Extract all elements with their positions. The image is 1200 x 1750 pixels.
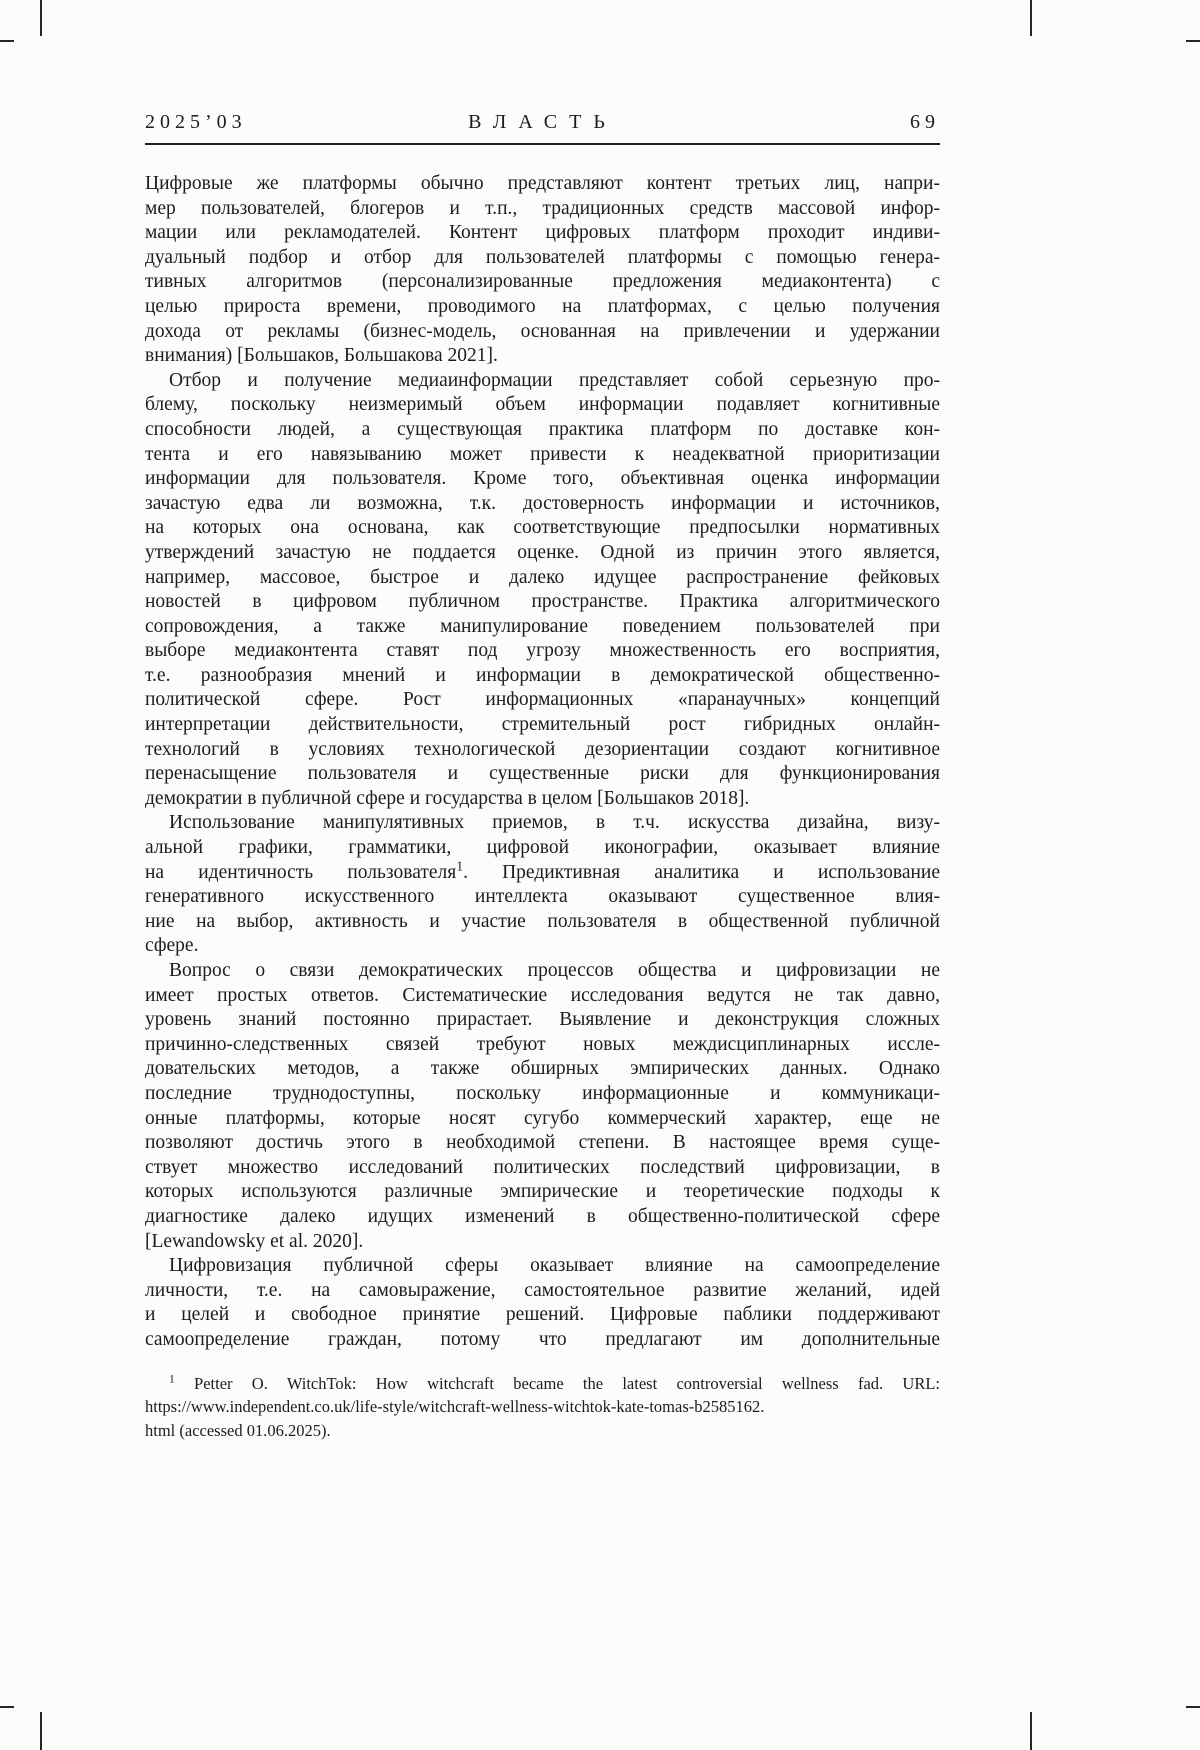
paragraph xyxy=(145,172,940,369)
text-line: политической сфере. Рост информационных «паранаучных» концепций xyxy=(145,689,940,711)
paragraph xyxy=(145,811,940,959)
text-line: которых используются различные эмпирические и теоретические подходы к xyxy=(145,1181,940,1203)
text-line: интерпретации действительности, стремительный рост гибридных онлайн- xyxy=(145,714,940,736)
journal-title: ВЛАСТЬ xyxy=(468,111,617,133)
footnote-line: $^1$ Petter O. WitchTok: How witchcraft became the latest controversial wellness fad. URL: xyxy=(169,1373,940,1393)
text-line: тента и его навязыванию может привести к неадекватной приоритизации xyxy=(145,443,940,465)
article-body xyxy=(145,172,940,1353)
crop-mark-top-right-vertical xyxy=(1030,0,1032,36)
paragraph xyxy=(145,369,940,812)
footnote-line: html (accessed 01.06.2025). xyxy=(145,1420,331,1440)
text-line: новостей в цифровом публичном пространстве. Практика алгоритмического xyxy=(145,591,940,613)
text-line: технологий в условиях технологической дезориентации создают когнитивное xyxy=(145,738,940,760)
text-line: причинно-следственных связей требуют новых междисциплинарных иссле- xyxy=(145,1033,940,1055)
text-line: сопровождения, а также манипулирование поведением пользователей при xyxy=(145,615,940,637)
superscript-ref: 1 xyxy=(169,1373,175,1386)
text-line: имеет простых ответов. Систематические исследования ведутся не так давно, xyxy=(145,984,940,1006)
text-line: Цифровые же платформы обычно представляют контент третьих лиц, напри- xyxy=(145,173,940,194)
issue-label: 2025’03 xyxy=(145,111,247,133)
text-line: т.е. разнообразия мнений и информации в демократической общественно- xyxy=(145,664,940,686)
text-line: позволяют достичь этого в необходимой степени. В настоящее время суще- xyxy=(145,1132,940,1154)
footnote-block xyxy=(145,1372,940,1442)
text-line: сфере. xyxy=(145,935,199,957)
page-number: 69 xyxy=(910,111,940,133)
text-line: и целей и свободное принятие решений. Цифровые паблики поддерживают xyxy=(145,1304,940,1326)
text-line: мации или рекламодателей. Контент цифровых платформ проходит индиви- xyxy=(145,222,940,244)
text-line: личности, т.е. на самовыражение, самостоятельное развитие желаний, идей xyxy=(145,1279,940,1301)
text-line: например, массовое, быстрое и далеко идущее распространение фейковых xyxy=(145,566,940,588)
text-line: Цифровизация публичной сферы оказывает влияние на самоопределение xyxy=(169,1255,940,1277)
crop-mark-bottom-left-horizontal xyxy=(0,1706,14,1708)
crop-mark-top-left-vertical xyxy=(40,0,42,36)
text-line: генеративного искусственного интеллекта оказывают существенное влия- xyxy=(145,886,940,908)
crop-mark-bottom-left-vertical xyxy=(40,1712,42,1750)
text-line: дуальный подбор и отбор для пользователей платформы с помощью генера- xyxy=(145,246,940,268)
text-line: последние труднодоступны, поскольку информационные и коммуникаци- xyxy=(145,1082,940,1104)
text-line: Вопрос о связи демократических процессов общества и цифровизации не xyxy=(169,960,940,981)
text-line: способности людей, а существующая практика платформ по доставке кон- xyxy=(145,418,940,440)
text-line: целью прироста времени, проводимого на платформах, с целью получения xyxy=(145,295,940,317)
text-line: альной графики, грамматики, цифровой иконографии, оказывает влияние xyxy=(145,837,940,859)
running-head xyxy=(145,111,940,141)
text-line: утверждений зачастую не поддается оценке. Одной из причин этого является, xyxy=(145,541,940,563)
text-line: диагностике далеко идущих изменений в общественно-политической сфере xyxy=(145,1205,940,1227)
text-line: на которых она основана, как соответствующие предпосылки нормативных xyxy=(145,517,940,539)
text-line: блему, поскольку неизмеримый объем информации подавляет когнитивные xyxy=(145,394,940,416)
text-line: ствует множество исследований политических последствий цифровизации, в xyxy=(145,1156,940,1178)
text-line: уровень знаний постоянно прирастает. Выявление и деконструкция сложных xyxy=(145,1009,940,1031)
text-line: онные платформы, которые носят сугубо коммерческий характер, еще не xyxy=(145,1107,940,1129)
header-rule xyxy=(145,143,940,145)
text-line: [Lewandowsky et al. 2020]. xyxy=(145,1230,364,1252)
text-line: довательских методов, а также обширных эмпирических данных. Однако xyxy=(145,1058,940,1080)
text-line: Отбор и получение медиаинформации представляет собой серьезную про- xyxy=(169,369,940,391)
text-line: мер пользователей, блогеров и т.п., традиционных средств массовой инфор- xyxy=(145,197,940,219)
crop-mark-top-right-horizontal xyxy=(1186,40,1200,42)
text-line: внимания) [Большаков, Большакова 2021]. xyxy=(145,345,498,367)
crop-mark-bottom-right-horizontal xyxy=(1186,1706,1200,1708)
superscript-ref: 1 xyxy=(456,858,464,874)
text-line: информации для пользователя. Кроме того, объективная оценка информации xyxy=(145,468,940,490)
text-line: перенасыщение пользователя и существенные риски для функционирования xyxy=(145,763,940,785)
paragraph xyxy=(145,959,940,1254)
text-line: ние на выбор, активность и участие пользователя в общественной публичной xyxy=(145,910,940,932)
crop-mark-bottom-right-vertical xyxy=(1030,1712,1032,1750)
text-line: дохода от рекламы (бизнес-модель, основанная на привлечении и удержании xyxy=(145,320,940,342)
text-line: демократии в публичной сфере и государства в целом [Большаков 2018]. xyxy=(145,787,750,809)
footnote-line: https://www.independent.co.uk/life-style/witchcraft-wellness-witchtok-kate-tomas-b2585162. xyxy=(145,1397,765,1417)
text-line: на идентичность пользователя$^1$. Предиктивная аналитика и использование xyxy=(145,858,941,883)
text-line: выборе медиаконтента ставят под угрозу множественность его восприятия, xyxy=(145,640,940,662)
text-line: самоопределение граждан, потому что предлагают им дополнительные xyxy=(145,1328,940,1350)
text-line: Использование манипулятивных приемов, в т.ч. искусства дизайна, визу- xyxy=(169,812,940,834)
crop-mark-top-left-horizontal xyxy=(0,40,14,42)
text-line: зачастую едва ли возможна, т.к. достоверность информации и источников, xyxy=(145,492,940,514)
text-line: тивных алгоритмов (персонализированные предложения медиаконтента) с xyxy=(145,271,940,293)
paragraph xyxy=(145,1254,940,1352)
